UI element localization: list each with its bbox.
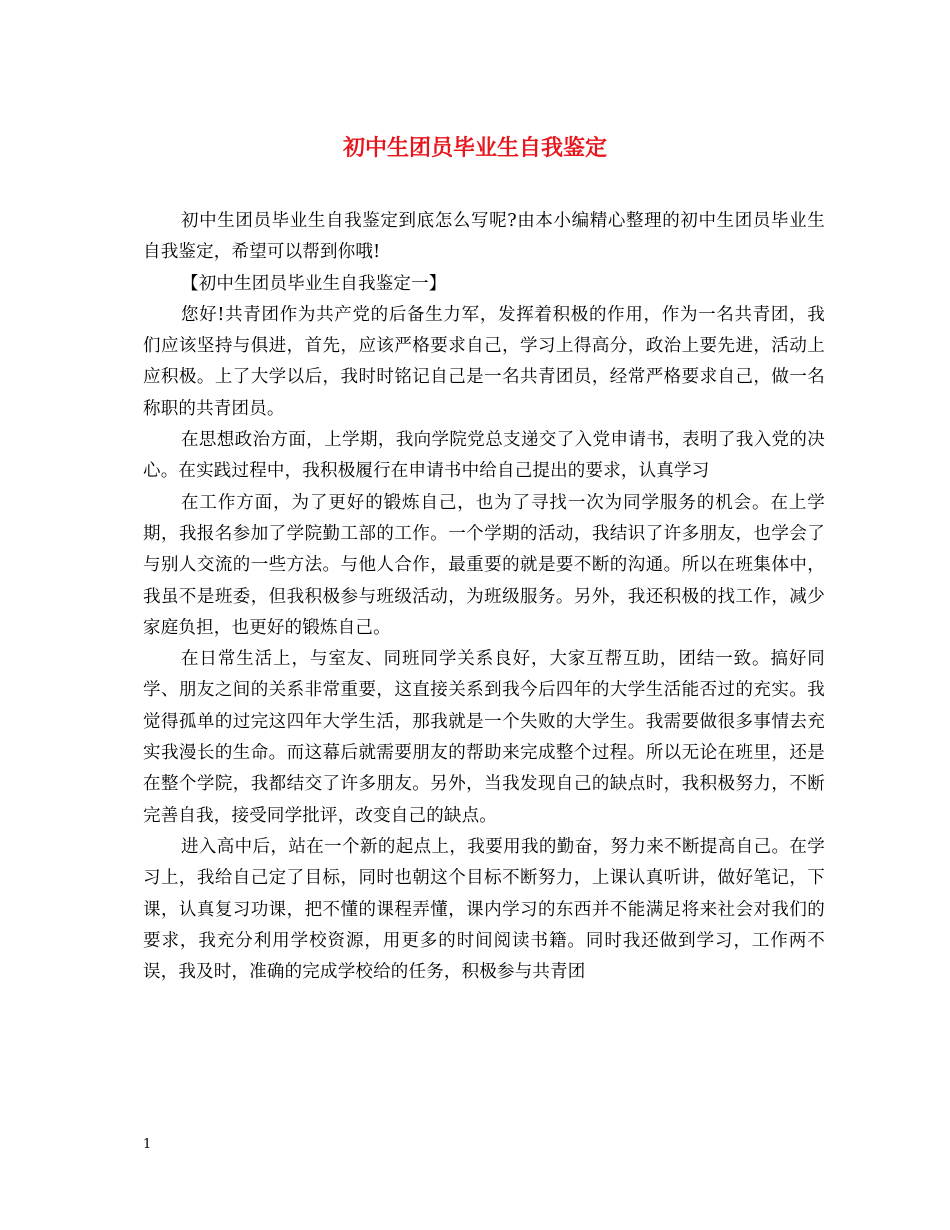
page-number: 1 [143, 1137, 152, 1152]
body-paragraph: 您好!共青团作为共产党的后备生力军，发挥着积极的作用，作为一名共青团，我们应该坚持与俱进，首先，应该严格要求自己，学习上得高分，政治上要先进，活动上应积极。上了大学以后，我时时铭记自己是一名共青团员，经常严格要求自己，做一名称职的共青团员。 [143, 304, 825, 419]
body-paragraph: 在日常生活上，与室友、同班同学关系良好，大家互帮互助，团结一致。搞好同学、朋友之间的关系非常重要，这直接关系到我今后四年的大学生活能否过的充实。我觉得孤单的过完这四年大学生活，那我就是一个失败的大学生。我需要做很多事情去充实我漫长的生命。而这幕后就需要朋友的帮助来完成整个过程。所以无论在班里，还是在整个学院，我都结交了许多朋友。另外，当我发现自己的缺点时，我积极努力，不断完善自我，接受同学批评，改变自己的缺点。 [143, 649, 825, 826]
body-paragraph: 在工作方面，为了更好的锻炼自己，也为了寻找一次为同学服务的机会。在上学期，我报名参加了学院勤工部的工作。一个学期的活动，我结识了许多朋友，也学会了与别人交流的一些方法。与他人合作，最重要的就是要不断的沟通。所以在班集体中，我虽不是班委，但我积极参与班级活动，为班级服务。另外，我还积极的找工作，减少家庭负担，也更好的锻炼自己。 [143, 492, 825, 638]
document-title: 初中生团员毕业生自我鉴定 [342, 135, 607, 161]
section-heading: 【初中生团员毕业生自我鉴定一】 [181, 273, 447, 294]
document-body [143, 206, 825, 988]
body-paragraph: 在思想政治方面，上学期，我向学院党总支递交了入党申请书，表明了我入党的决心。在实践过程中，我积极履行在申请书中给自己提出的要求，认真学习 [143, 430, 825, 482]
body-paragraph: 进入高中后，站在一个新的起点上，我要用我的勤奋，努力来不断提高自己。在学习上，我给自己定了目标，同时也朝这个目标不断努力，上课认真听讲，做好笔记，下课，认真复习功课，把不懂的课程弄懂，课内学习的东西并不能满足将来社会对我们的要求，我充分利用学校资源，用更多的时间阅读书籍。同时我还做到学习，工作两不误，我及时，准确的完成学校给的任务，积极参与共青团 [143, 836, 825, 983]
intro-paragraph: 初中生团员毕业生自我鉴定到底怎么写呢?由本小编精心整理的初中生团员毕业生自我鉴定，希望可以帮到你哦! [143, 211, 825, 263]
